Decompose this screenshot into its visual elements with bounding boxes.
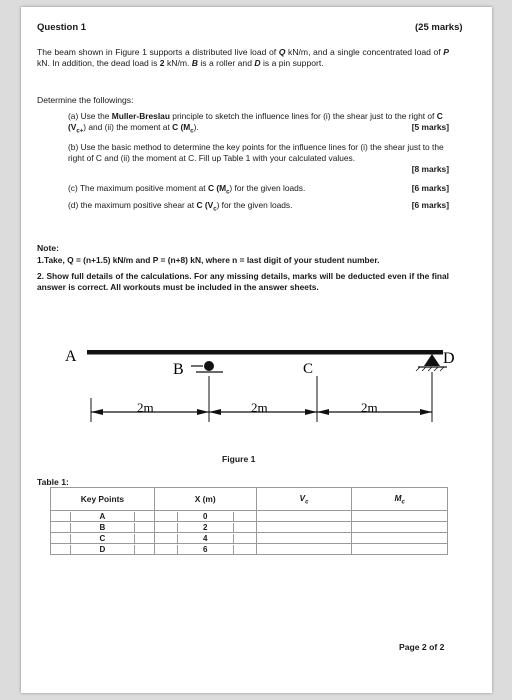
cell-point: D	[51, 544, 155, 555]
col-x: X (m)	[154, 488, 256, 511]
span-bc-label: 2m	[251, 400, 268, 415]
label-c: C	[303, 361, 314, 377]
problem-statement: The beam shown in Figure 1 supports a distributed live load of Q kN/m, and a single concentrated load of P kN. In addition, the dead load is 2 kN/m. B is a roller and D is a pin support.	[37, 47, 449, 68]
pin-support-d	[424, 354, 440, 366]
table-row	[51, 522, 448, 533]
cell-vc[interactable]	[256, 511, 352, 522]
table-caption: Table 1:	[37, 477, 69, 487]
question-marks: (25 marks)	[415, 22, 463, 33]
beam	[87, 350, 443, 355]
cell-point: A	[51, 511, 155, 522]
table-row	[51, 511, 448, 522]
span-ab-label: 2m	[137, 400, 154, 415]
cell-mc[interactable]	[352, 511, 448, 522]
span-cd-label: 2m	[361, 400, 378, 415]
key-points-table	[50, 487, 448, 555]
cell-vc[interactable]	[256, 522, 352, 533]
table-row	[51, 544, 448, 555]
table-row	[51, 533, 448, 544]
part-a-marks: [5 marks]	[411, 122, 449, 132]
page-number: Page 2 of 2	[399, 642, 445, 652]
label-b: B	[173, 361, 184, 378]
part-c-marks: [6 marks]	[411, 183, 449, 193]
cell-x: 0	[154, 511, 256, 522]
note-heading: Note:	[37, 243, 59, 253]
part-b-marks: [8 marks]	[411, 164, 449, 174]
col-mc: $M_c$	[352, 488, 448, 511]
beam-figure	[55, 340, 475, 440]
note-line-1: 1.Take, Q = (n+1.5) kN/m and P = (n+8) kN, where n = last digit of your student number.	[37, 255, 380, 265]
cell-vc[interactable]	[256, 533, 352, 544]
label-d: D	[443, 350, 455, 367]
col-key-points: Key Points	[51, 488, 155, 511]
cell-mc[interactable]	[352, 533, 448, 544]
note-line-2: 2. Show full details of the calculations. For any missing details, marks will be deducted even if the final answer is correct. All workouts must be included in the answer sheets.	[37, 271, 449, 292]
determine-heading: Determine the followings:	[37, 95, 134, 105]
part-b: (b) Use the basic method to determine the key points for the influence lines for (i) the shear just to the right of C and (ii) the moment at C. Fill up Table 1 with your calculated values. [8 marks]	[68, 142, 449, 174]
cell-mc[interactable]	[352, 522, 448, 533]
cell-mc[interactable]	[352, 544, 448, 555]
question-title: Question 1	[37, 22, 87, 33]
cell-vc[interactable]	[256, 544, 352, 555]
label-a: A	[65, 348, 77, 365]
cell-x: 6	[154, 544, 256, 555]
part-a: (a) Use the Muller-Breslau principle to sketch the influence lines for (i) the shear just to the right of C $(V_{c+})$ and (ii) the moment at C $(M_c)$. [5 marks]	[68, 111, 449, 135]
part-c: (c) The maximum positive moment at C $(M_c)$ for the given loads. [6 marks]	[68, 183, 449, 196]
part-d-marks: [6 marks]	[411, 200, 449, 210]
table-header-row	[51, 488, 448, 511]
figure-caption: Figure 1	[222, 454, 256, 464]
cell-x: 2	[154, 522, 256, 533]
cell-point: C	[51, 533, 155, 544]
roller-support-b	[204, 361, 214, 371]
cell-x: 4	[154, 533, 256, 544]
col-vc: $V_c$	[256, 488, 352, 511]
cell-point: B	[51, 522, 155, 533]
part-d: (d) the maximum positive shear at C $(V_c)$ for the given loads. [6 marks]	[68, 200, 449, 213]
